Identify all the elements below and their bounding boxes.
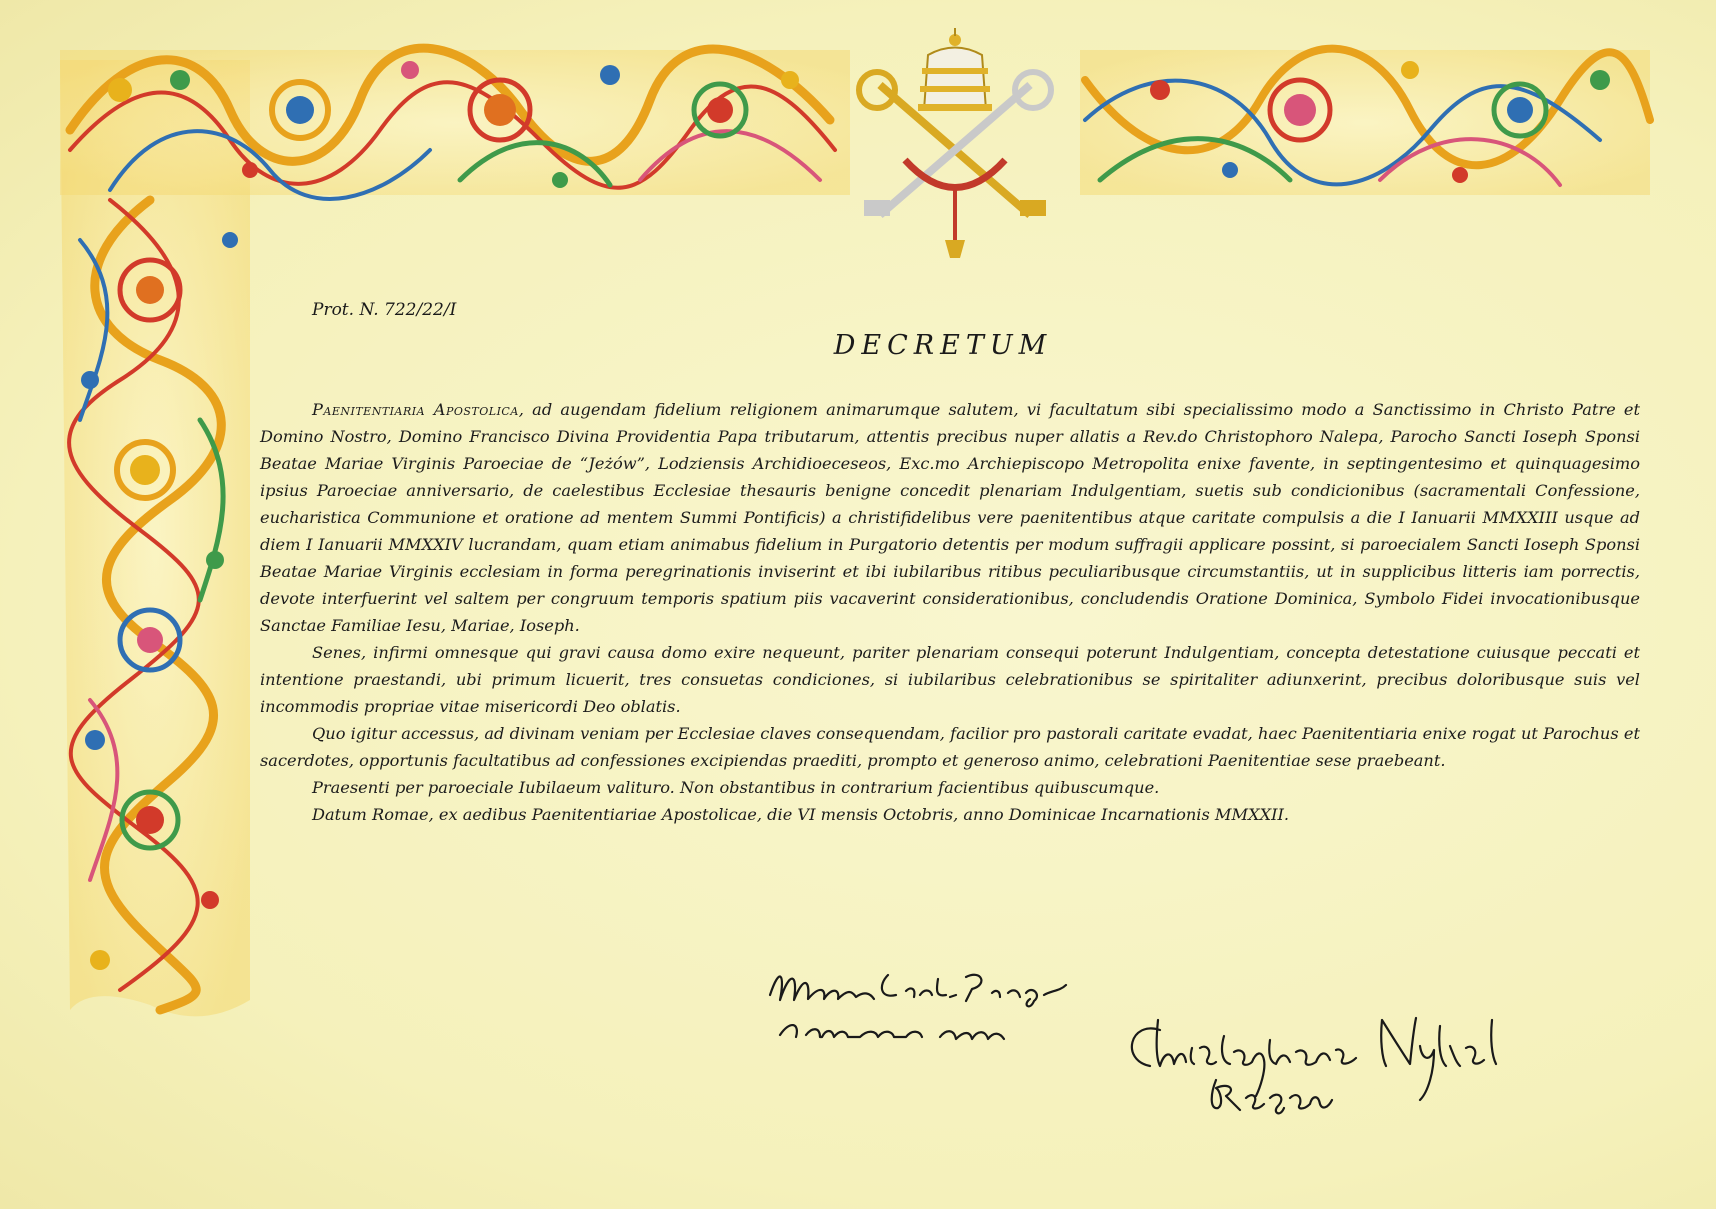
- paragraph-1: [260, 396, 1640, 639]
- protocol-number: Prot. N. 722/22/I: [312, 300, 457, 320]
- signature-left: [760, 955, 1080, 1065]
- paragraph-2: Senes, infirmi omnesque qui gravi causa domo exire nequeunt, pariter plenariam consequi poterunt Indulgentiam, concepta detestatione cuiusque peccati et intentione praestandi, ubi primum licuerit, tres consuetas condiciones, si iubilaribus celebrationibus se spiritaliter adiunxerint, precibus doloribusque suis vel incommodis propriae vitae misericordi Deo oblatis.: [260, 643, 1640, 716]
- decree-body: [260, 396, 1640, 828]
- paragraph-1-text: , ad augendam fidelium religionem animarumque salutem, vi facultatum sibi specialissimo modo a Sanctissimo in Christo Patre et Domino Nostro, Domino Francisco Divina Providentia Papa tributarum, attentis precibus nuper allatis a Rev.do Christophoro Nalepa, Parocho Sancti Ioseph Sponsi Beatae Mariae Virginis Paroeciae de “Jeżów”, Lodziensis Archidioeceseos, Exc.mo Archiepiscopo Metropolita enixe favente, in septingentesimo et quinquagesimo ipsius Paroeciae anniversario, de caelestibus Ecclesiae thesauris benigne concedit plenariam Indulgentiam, suetis sub condicionibus (sacramentali Confessione, eucharistica Communione et oratione ad mentem Summi Pontificis) a christifidelibus vere paenitentibus atque caritate compulsis a die I Ianuarii MMXXIII usque ad diem I Ianuarii MMXXIV lucrandam, quam etiam animabus fidelium in Purgatorio detentis per modum suffragii applicare possint, si paroecialem Sancti Ioseph Sponsi Beatae Mariae Virginis ecclesiam in forma peregrinationis inviserint et ibi iubilaribus ritibus peculiaribusque circumstantiis, ut in supplicibus litteris iam porrectis, devote interfuerint vel saltem per congruum temporis spatium piis vacaverint considerationibus, concludendis Oratione Dominica, Symbolo Fidei invocationibusque Sanctae Familiae Iesu, Mariae, Ioseph.: [260, 400, 1640, 635]
- signature-right: [1120, 1000, 1510, 1120]
- issuer-name: Paenitentiaria Apostolica: [312, 400, 519, 419]
- decree-title: DECRETUM: [833, 330, 1053, 361]
- papal-coat-of-arms-icon: [859, 28, 1051, 258]
- paragraph-5: Datum Romae, ex aedibus Paenitentiariae Apostolicae, die VI mensis Octobris, anno Dominicae Incarnationis MMXXII.: [312, 805, 1290, 824]
- paragraph-4: Praesenti per paroeciale Iubilaeum valituro. Non obstantibus in contrarium facientibus quibuscumque.: [312, 778, 1160, 797]
- paragraph-3: Quo igitur accessus, ad divinam veniam per Ecclesiae claves consequendam, facilior pro pastorali caritate evadat, haec Paenitentiaria enixe rogat ut Parochus et sacerdotes, opportunis facultatibus ad confessiones excipiendas praediti, prompto et generoso animo, celebrationi Paenitentiae sese praebeant.: [260, 724, 1640, 770]
